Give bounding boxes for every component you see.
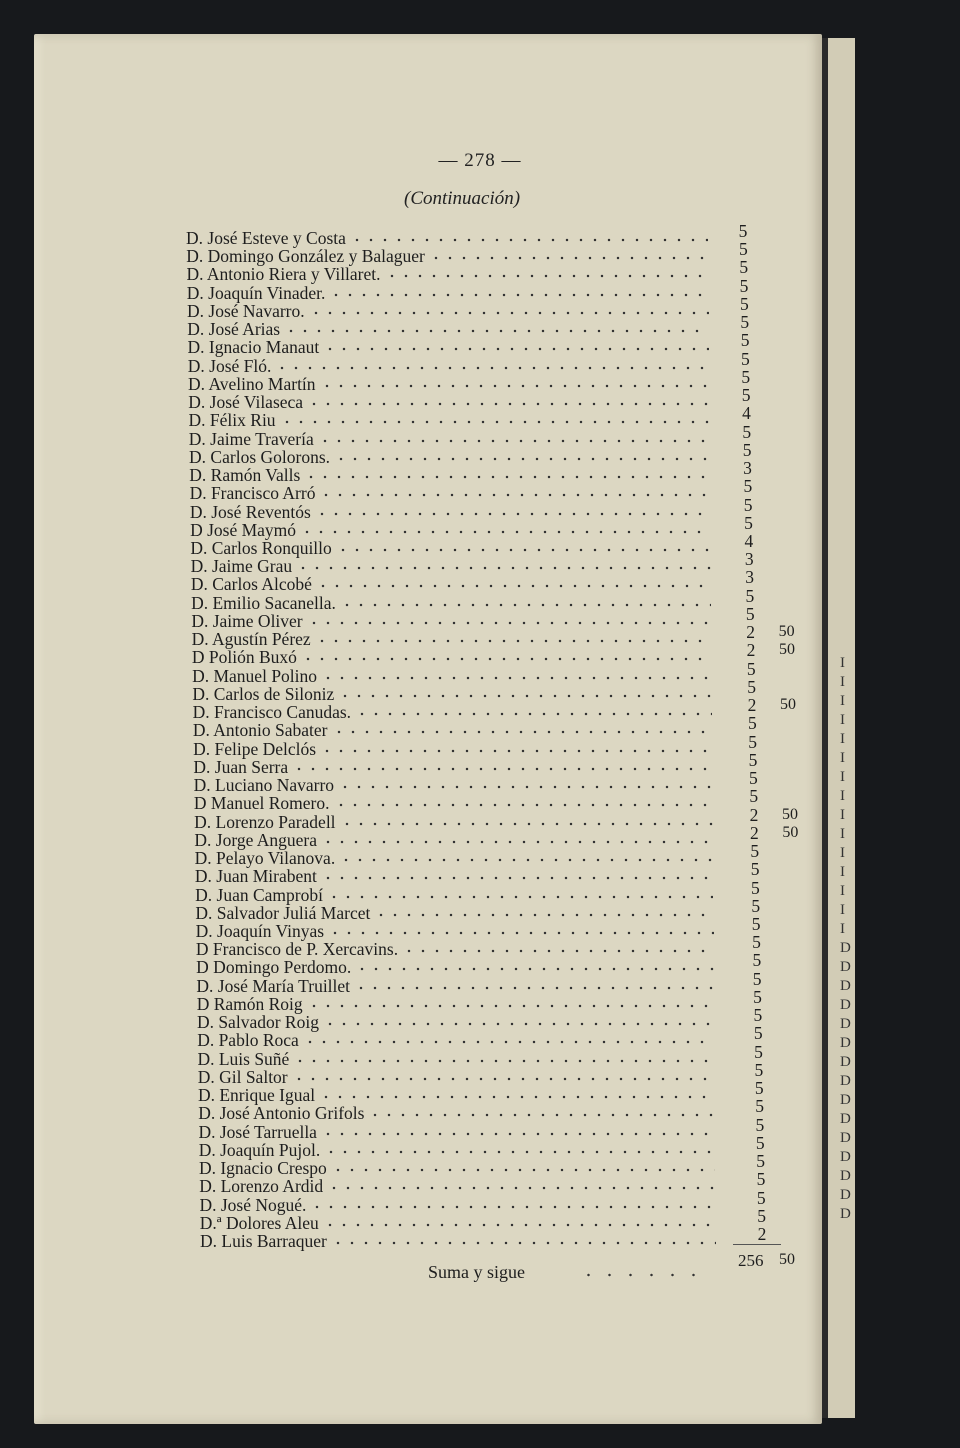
leader-dots bbox=[320, 383, 710, 389]
donor-name: D. Luis Suñé bbox=[197, 1048, 290, 1069]
donor-name: D. Félix Riu bbox=[188, 410, 276, 431]
donation-amount: 5 bbox=[740, 330, 750, 351]
leader-dots bbox=[319, 1094, 715, 1100]
donation-amount: 5 bbox=[748, 731, 758, 752]
continuation-heading: (Continuación) bbox=[404, 188, 521, 209]
leader-dots bbox=[315, 511, 710, 517]
edge-glyph: I bbox=[840, 674, 845, 690]
list-item bbox=[194, 831, 712, 849]
list-item bbox=[195, 849, 713, 867]
edge-glyph: D bbox=[840, 1206, 851, 1222]
page-number: — 278 — bbox=[438, 150, 522, 171]
donation-amount: 5 bbox=[738, 239, 748, 260]
total-amount: 256 bbox=[738, 1251, 764, 1270]
list-item bbox=[195, 867, 713, 885]
donor-name: D Polión Buxó bbox=[191, 647, 297, 668]
leader-dots bbox=[340, 821, 713, 827]
list-item bbox=[193, 740, 712, 758]
donor-name: D. Agustín Pérez bbox=[191, 629, 311, 650]
list-item bbox=[191, 594, 711, 612]
donation-amount: 5 bbox=[756, 1187, 766, 1208]
donation-amount: 5 bbox=[747, 676, 756, 697]
list-item bbox=[188, 357, 709, 375]
leader-dots bbox=[332, 729, 712, 735]
leader-dots bbox=[331, 1167, 716, 1173]
donor-name: D. Joaquín Pujol. bbox=[198, 1139, 321, 1160]
list-item bbox=[187, 302, 709, 320]
donation-amount: 5 bbox=[748, 768, 758, 789]
donor-name: D. Antonio Riera y Villaret. bbox=[186, 264, 381, 285]
leader-dots bbox=[327, 1185, 715, 1191]
leader-dots bbox=[309, 310, 709, 316]
leader-dots bbox=[292, 1076, 715, 1082]
leader-dots bbox=[284, 328, 709, 334]
total-label: Suma y sigue bbox=[428, 1262, 525, 1282]
list-item bbox=[191, 612, 711, 630]
donor-name: D. Domingo González y Balaguer bbox=[186, 246, 425, 267]
edge-glyph: D bbox=[840, 1035, 851, 1051]
leader-dots bbox=[323, 1021, 714, 1027]
leader-dots bbox=[296, 565, 710, 571]
edge-glyph: D bbox=[840, 997, 851, 1013]
donor-name: D. Ignacio Manaut bbox=[187, 337, 320, 358]
leader-dots bbox=[319, 492, 710, 498]
donor-name: D. Juan Mirabent bbox=[194, 866, 317, 887]
donor-name: D. Enrique Igual bbox=[197, 1085, 316, 1106]
donation-amount: 5 bbox=[743, 476, 753, 497]
leader-dots bbox=[340, 602, 711, 608]
edge-glyph: I bbox=[840, 864, 845, 880]
leader-dots bbox=[350, 237, 708, 243]
leader-dots bbox=[321, 675, 711, 681]
donation-amount: 5 bbox=[750, 859, 760, 880]
donor-name: D Ramón Roig bbox=[196, 993, 303, 1014]
leader-dots bbox=[334, 456, 710, 462]
list-item bbox=[199, 1196, 715, 1214]
donor-name: D. José Tarruella bbox=[198, 1121, 317, 1142]
donation-amount: 4 bbox=[744, 531, 754, 552]
donation-amount: 4 bbox=[742, 403, 751, 424]
donation-amount: 5 bbox=[755, 1096, 764, 1117]
donation-amount: 5 bbox=[755, 1132, 765, 1153]
list-item bbox=[190, 503, 710, 521]
edge-glyph: I bbox=[840, 826, 845, 842]
donor-name: D. Pelayo Vilanova. bbox=[194, 848, 336, 869]
list-item bbox=[196, 958, 714, 976]
edge-glyph: I bbox=[840, 921, 845, 937]
edge-glyph: I bbox=[840, 883, 845, 899]
donation-amount: 5 bbox=[751, 895, 761, 916]
list-item bbox=[195, 904, 713, 922]
edge-glyph: I bbox=[840, 731, 845, 747]
list-item bbox=[193, 758, 712, 776]
edge-glyph: D bbox=[840, 1130, 851, 1146]
donation-amount: 5 bbox=[753, 1023, 763, 1044]
list-item bbox=[196, 940, 714, 958]
donor-name: D. Francisco Canudas. bbox=[192, 702, 352, 723]
list-item bbox=[189, 448, 710, 466]
donation-amount: 2 bbox=[747, 695, 757, 716]
list-item bbox=[198, 1123, 715, 1141]
list-item bbox=[200, 1214, 716, 1232]
leader-dots bbox=[275, 365, 709, 371]
total-leader-dots bbox=[578, 1272, 708, 1278]
list-item bbox=[192, 630, 712, 648]
list-item bbox=[191, 557, 711, 575]
list-item bbox=[198, 1104, 715, 1122]
list-item bbox=[199, 1177, 715, 1195]
edge-glyph: I bbox=[840, 788, 845, 804]
leader-dots bbox=[323, 1222, 716, 1228]
leader-dots bbox=[328, 930, 713, 936]
donation-amount: 5 bbox=[750, 841, 760, 862]
leader-dots bbox=[323, 346, 709, 352]
donor-name: D. Gil Saltor bbox=[197, 1066, 288, 1087]
edge-glyph: D bbox=[840, 1111, 851, 1127]
donor-name: D. Francisco Arró bbox=[189, 483, 316, 504]
leader-dots bbox=[355, 966, 714, 972]
list-item bbox=[197, 1013, 714, 1031]
leader-dots bbox=[292, 766, 712, 772]
leader-dots bbox=[304, 474, 710, 480]
donor-name: D. José Fló. bbox=[187, 355, 272, 376]
donation-amount: 5 bbox=[742, 439, 752, 460]
leader-dots bbox=[338, 693, 711, 699]
leader-dots bbox=[331, 1240, 716, 1246]
donation-amount: 5 bbox=[756, 1151, 765, 1172]
donor-name: D. José Vilaseca bbox=[188, 392, 304, 413]
donor-name: D Manuel Romero. bbox=[193, 793, 330, 814]
leader-dots bbox=[307, 620, 711, 626]
edge-glyph: D bbox=[840, 1073, 851, 1089]
leader-dots bbox=[303, 1039, 715, 1045]
list-item bbox=[196, 977, 714, 995]
donor-name: D. José María Truillet bbox=[196, 975, 351, 996]
edge-glyph: I bbox=[840, 655, 845, 671]
donation-amount: 5 bbox=[752, 932, 761, 953]
list-item bbox=[192, 685, 711, 703]
donor-name: D. Juan Camprobí bbox=[195, 884, 323, 905]
donation-cents: 50 bbox=[779, 696, 796, 714]
donor-name: D. Jaime Oliver bbox=[191, 610, 303, 631]
donation-amount: 5 bbox=[751, 913, 761, 934]
leader-dots bbox=[354, 985, 714, 991]
list-item bbox=[193, 703, 712, 721]
donation-cents: 50 bbox=[782, 805, 799, 823]
list-item bbox=[190, 539, 710, 557]
donation-cents: 50 bbox=[778, 641, 795, 659]
leader-dots bbox=[355, 711, 712, 717]
list-item bbox=[187, 284, 709, 302]
leader-dots bbox=[321, 875, 713, 881]
donor-name: D. José Reventós bbox=[189, 501, 311, 522]
donor-name: D Francisco de P. Xercavins. bbox=[195, 939, 399, 960]
donor-name: D Domingo Perdomo. bbox=[196, 957, 352, 978]
donation-amount: 5 bbox=[741, 366, 751, 387]
donor-name: D. Jaime Travería bbox=[188, 428, 314, 449]
donor-name: D. José Esteve y Costa bbox=[186, 228, 346, 248]
list-item bbox=[194, 794, 713, 812]
donor-name: D. Joaquín Vinader. bbox=[186, 282, 326, 303]
donation-amount: 5 bbox=[744, 512, 753, 533]
edge-glyph: D bbox=[840, 940, 851, 956]
leader-dots bbox=[301, 656, 711, 662]
edge-glyph: D bbox=[840, 1187, 851, 1203]
donation-amount: 5 bbox=[755, 1114, 765, 1135]
leader-dots bbox=[329, 292, 708, 298]
list-item bbox=[198, 1086, 715, 1104]
donation-amount: 5 bbox=[746, 658, 756, 679]
donation-amount: 5 bbox=[741, 385, 751, 406]
list-item bbox=[193, 721, 712, 739]
donor-name: D. Joaquín Vinyas bbox=[195, 920, 325, 941]
donor-name: D. José Nogué. bbox=[199, 1194, 307, 1215]
list-item bbox=[199, 1159, 715, 1177]
edge-glyph: D bbox=[840, 1168, 851, 1184]
donation-amount: 5 bbox=[754, 1041, 763, 1062]
donor-name: D. Antonio Sabater bbox=[192, 720, 328, 741]
donation-amount: 2 bbox=[746, 640, 756, 661]
edge-glyph: D bbox=[840, 978, 851, 994]
list-item bbox=[192, 667, 711, 685]
donation-amount: 5 bbox=[739, 275, 749, 296]
edge-glyph: I bbox=[840, 750, 845, 766]
donor-name: D. Luciano Navarro bbox=[193, 775, 335, 796]
list-item bbox=[197, 995, 714, 1013]
donation-amount: 5 bbox=[742, 421, 752, 442]
list-item bbox=[190, 521, 710, 539]
list-item bbox=[197, 1031, 714, 1049]
leader-dots bbox=[385, 273, 709, 279]
leader-dots bbox=[307, 401, 709, 407]
edge-glyph: D bbox=[840, 959, 851, 975]
donation-amount: 5 bbox=[748, 749, 758, 770]
leader-dots bbox=[429, 255, 708, 261]
list-item bbox=[192, 648, 711, 666]
donor-name: D. Pablo Roca bbox=[197, 1030, 299, 1051]
leader-dots bbox=[321, 839, 713, 845]
donation-amount: 2 bbox=[749, 804, 759, 825]
list-item bbox=[187, 265, 709, 283]
leader-dots bbox=[315, 638, 712, 644]
donor-name: D.ª Dolores Aleu bbox=[199, 1212, 319, 1233]
donation-amount: 5 bbox=[749, 786, 759, 807]
leader-dots bbox=[300, 529, 710, 535]
donation-amount: 5 bbox=[740, 312, 750, 333]
list-item bbox=[187, 320, 708, 338]
donor-name: D. Lorenzo Paradell bbox=[194, 811, 336, 832]
list-item bbox=[188, 393, 709, 411]
leader-dots bbox=[320, 748, 712, 754]
donation-amount: 5 bbox=[743, 494, 753, 515]
donor-name: D. Carlos de Siloniz bbox=[192, 683, 335, 704]
leader-dots bbox=[280, 419, 710, 425]
donation-amount: 5 bbox=[752, 950, 762, 971]
list-item bbox=[186, 229, 708, 247]
donation-amount: 5 bbox=[753, 986, 762, 1007]
list-item bbox=[189, 466, 710, 484]
edge-glyph: D bbox=[840, 1016, 851, 1032]
donation-amount: 5 bbox=[753, 1005, 763, 1026]
donation-amount: 5 bbox=[745, 603, 755, 624]
donor-name: D. Carlos Ronquillo bbox=[190, 538, 332, 559]
leader-dots bbox=[307, 1003, 714, 1009]
leader-dots bbox=[293, 1058, 714, 1064]
donor-name: D. José Navarro. bbox=[187, 300, 305, 321]
donation-amount: 5 bbox=[739, 257, 749, 278]
donation-amount: 5 bbox=[754, 1078, 764, 1099]
donor-name: D. Manuel Polino bbox=[192, 665, 318, 686]
donation-cents: 50 bbox=[778, 623, 795, 641]
list-item bbox=[189, 430, 710, 448]
list-item bbox=[190, 484, 710, 502]
donor-name: D. Juan Serra bbox=[193, 756, 289, 777]
list-item bbox=[186, 247, 708, 265]
donation-amount: 5 bbox=[752, 968, 762, 989]
leader-dots bbox=[334, 802, 713, 808]
edge-glyph: I bbox=[840, 693, 845, 709]
leader-dots bbox=[338, 784, 712, 790]
donor-name: D. José Arias bbox=[187, 319, 281, 340]
donor-name: D. Carlos Golorons. bbox=[189, 446, 331, 467]
donation-amount: 3 bbox=[745, 567, 754, 588]
donation-amount: 5 bbox=[754, 1059, 764, 1080]
donation-amount: 5 bbox=[740, 293, 749, 314]
edge-glyph: D bbox=[840, 1054, 851, 1070]
donor-name: D. Avelino Martín bbox=[188, 373, 316, 394]
list-item bbox=[188, 338, 709, 356]
donation-amount: 5 bbox=[747, 713, 757, 734]
leader-dots bbox=[327, 894, 713, 900]
edge-glyph: D bbox=[840, 1092, 851, 1108]
list-item bbox=[194, 813, 713, 831]
donation-amount: 2 bbox=[746, 622, 755, 643]
leader-dots bbox=[318, 438, 710, 444]
leader-dots bbox=[402, 948, 714, 954]
donor-name: D. Salvador Roig bbox=[196, 1012, 319, 1033]
donor-name: D. Salvador Juliá Marcet bbox=[195, 902, 371, 923]
leader-dots bbox=[368, 1112, 715, 1118]
donation-cents: 50 bbox=[782, 823, 799, 841]
leader-dots bbox=[316, 583, 711, 589]
edge-glyph: I bbox=[840, 769, 845, 785]
list-item bbox=[197, 1050, 714, 1068]
donation-amount: 5 bbox=[738, 221, 748, 241]
list-item bbox=[198, 1068, 715, 1086]
leader-dots bbox=[374, 912, 713, 918]
donor-name: D. José Antonio Grifols bbox=[198, 1103, 365, 1124]
list-item bbox=[191, 575, 711, 593]
donation-amount: 5 bbox=[745, 585, 755, 606]
donation-amount: 5 bbox=[751, 877, 760, 898]
donor-name: D. Jaime Grau bbox=[190, 556, 293, 577]
donor-name: D. Carlos Alcobé bbox=[190, 574, 312, 595]
list-item bbox=[196, 922, 714, 940]
donor-name: D. Emilio Sacanella. bbox=[191, 592, 336, 613]
list-item bbox=[194, 776, 713, 794]
edge-glyph: I bbox=[840, 845, 845, 861]
list-item bbox=[199, 1141, 716, 1159]
donor-name: D. Lorenzo Ardid bbox=[199, 1176, 324, 1197]
donation-amount: 2 bbox=[757, 1224, 767, 1244]
leader-dots bbox=[321, 1131, 715, 1137]
edge-glyph: D bbox=[840, 1149, 851, 1165]
edge-glyph: I bbox=[840, 712, 845, 728]
donation-amount: 5 bbox=[741, 348, 750, 369]
donation-amount: 5 bbox=[757, 1205, 767, 1226]
donor-name: D. Jorge Anguera bbox=[194, 829, 318, 850]
donor-name: D. Felipe Delclós bbox=[193, 738, 317, 759]
donation-amount: 2 bbox=[750, 822, 759, 843]
list-item bbox=[188, 375, 709, 393]
list-item bbox=[200, 1232, 716, 1250]
leader-dots bbox=[336, 547, 711, 553]
list-item bbox=[195, 886, 713, 904]
donation-amount: 5 bbox=[756, 1169, 766, 1190]
total-cents: 50 bbox=[779, 1251, 795, 1268]
leader-dots bbox=[310, 1204, 715, 1210]
donor-name: D. Ignacio Crespo bbox=[198, 1158, 327, 1179]
edge-glyph: I bbox=[840, 807, 845, 823]
edge-glyph: I bbox=[840, 902, 845, 918]
donor-name: D. Ramón Valls bbox=[189, 465, 301, 486]
donor-name: D. Luis Barraquer bbox=[200, 1231, 327, 1251]
leader-dots bbox=[339, 857, 713, 863]
donation-amount: 3 bbox=[743, 458, 752, 479]
total-rule bbox=[733, 1244, 781, 1245]
donation-amount: 3 bbox=[744, 549, 754, 570]
donor-name: D José Maymó bbox=[190, 519, 297, 540]
list-item bbox=[189, 411, 710, 429]
leader-dots bbox=[324, 1149, 715, 1155]
